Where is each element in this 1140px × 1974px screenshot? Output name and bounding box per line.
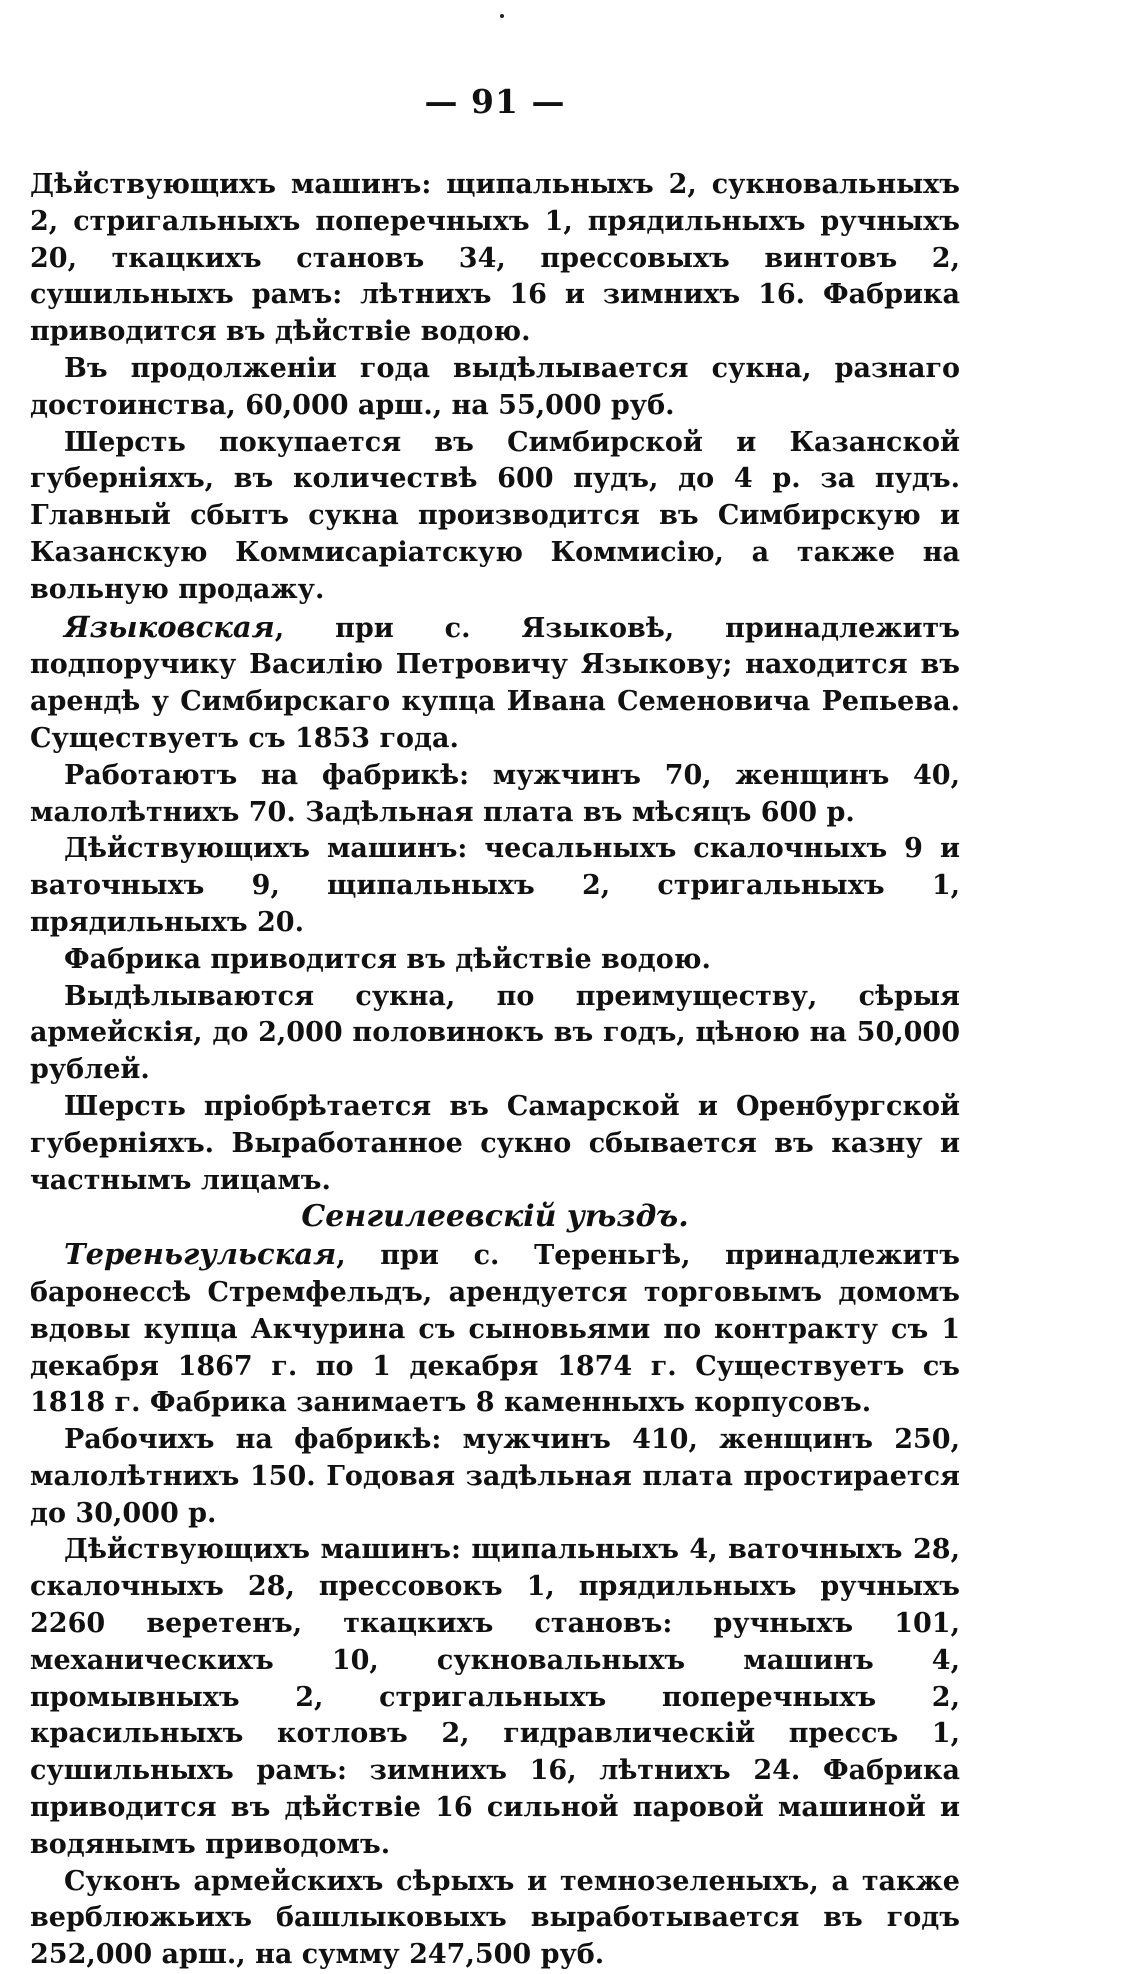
paragraph-production-3: Суконъ армейскихъ сѣрыхъ и темнозеленыхъ, а также верблюжьихъ башлыковыхъ выработывается въ годъ 252,000 арш., на сумму 247,500 руб. xyxy=(30,1865,960,1971)
paragraph-machines-1: Дѣйствующихъ машинъ: щипальныхъ 2, сукновальныхъ 2, стригальныхъ поперечныхъ 1, прядильныхъ ручныхъ 20, ткацкихъ становъ 34, прессовыхъ винтовъ 2, сушильныхъ рамъ: лѣтнихъ 16 и зимнихъ 16. Фабрика приводится въ дѣйствіе водою. xyxy=(30,169,960,348)
paragraph-power-2: Фабрика приводится въ дѣйствіе водою. xyxy=(64,943,711,975)
section-heading-uezd: Сенгилеевскій уѣздъ. xyxy=(301,1199,689,1235)
factory-name-yazykovskaya: Языковская xyxy=(64,609,275,644)
paragraph-yazykovskaya xyxy=(30,609,960,758)
book-page xyxy=(30,0,960,1971)
factory-description-yazykovskaya: , при с. Языковѣ, принадлежитъ подпоручику Василію Петровичу Языкову; находится въ арендѣ у Симбирскаго купца Ивана Семеновича Репьева. Существуетъ съ 1853 года. xyxy=(30,612,960,754)
page-number: — 91 — xyxy=(424,82,566,121)
paragraph-wool-1: Шерсть покупается въ Симбирской и Казанской губерніяхъ, въ количествѣ 600 пудъ, до 4 р. за пудъ. Главный сбытъ сукна производится въ Симбирскую и Казанскую Коммисаріатскую Коммисію, а также на вольную продажу. xyxy=(30,426,960,605)
paragraph-machines-3: Дѣйствующихъ машинъ: щипальныхъ 4, ваточныхъ 28, скалочныхъ 28, прессовокъ 1, прядильныхъ ручныхъ 2260 веретенъ, ткацкихъ становъ: ручныхъ 101, механическихъ 10, сукновальныхъ машинъ 4, промывныхъ 2, стригальныхъ поперечныхъ 2, красильныхъ котловъ 2, гидравлическій прессъ 1, сушильныхъ рамъ: зимнихъ 16, лѣтнихъ 24. Фабрика приводится въ дѣйствіе 16 сильной паровой машиной и водянымъ приводомъ. xyxy=(30,1534,960,1860)
factory-name-terengulskaya: Тереньгульская xyxy=(64,1237,337,1272)
print-speck xyxy=(500,14,504,18)
page-body xyxy=(30,167,960,1974)
paragraph-workers-3: Рабочихъ на фабрикѣ: мужчинъ 410, женщинъ 250, малолѣтнихъ 150. Годовая задѣльная плата простирается до 30,000 р. xyxy=(30,1424,960,1529)
factory-description-terengulskaya: , при с. Тереньгѣ, принадлежитъ баронессѣ Стремфельдъ, арендуется торговымъ домомъ вдовы купца Акчурина съ сыновьями по контракту съ 1 декабря 1867 г. по 1 декабря 1874 г. Существуетъ съ 1818 г. Фабрика занимаетъ 8 каменныхъ корпусовъ. xyxy=(30,1240,960,1419)
paragraph-terengulskaya xyxy=(30,1236,960,1422)
paragraph-machines-2: Дѣйствующихъ машинъ: чесальныхъ скалочныхъ 9 и ваточныхъ 9, щипальныхъ 2, стригальныхъ 1, прядильныхъ 20. xyxy=(30,833,960,938)
paragraph-production-2: Выдѣлываются сукна, по преимуществу, сѣрыя армейскія, до 2,000 половинокъ въ годъ, цѣною на 50,000 рублей. xyxy=(30,980,960,1086)
paragraph-production-1: Въ продолженіи года выдѣлывается сукна, разнаго достоинства, 60,000 арш., на 55,000 руб. xyxy=(30,352,960,421)
paragraph-workers-2: Работаютъ на фабрикѣ: мужчинъ 70, женщинъ 40, малолѣтнихъ 70. Задѣльная плата въ мѣсяцъ 600 р. xyxy=(30,759,960,828)
paragraph-wool-2: Шерсть пріобрѣтается въ Самарской и Оренбургской губерніяхъ. Выработанное сукно сбывается въ казну и частнымъ лицамъ. xyxy=(30,1090,960,1196)
